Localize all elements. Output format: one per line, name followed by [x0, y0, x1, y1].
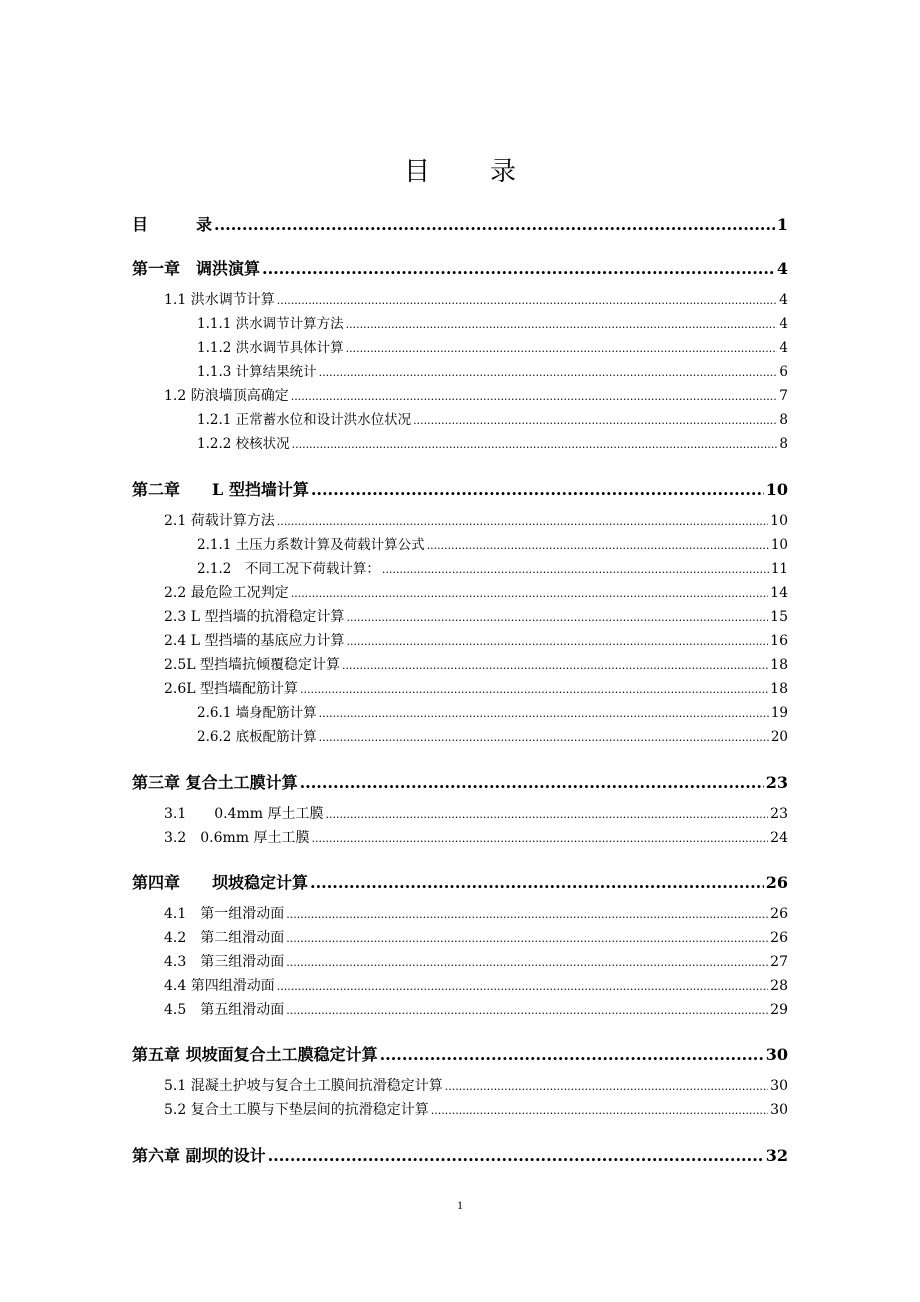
toc-subsection-entry[interactable] — [197, 728, 788, 746]
toc-page-number: 24 — [770, 830, 788, 846]
toc-page-number: 28 — [770, 978, 788, 994]
toc-entry-title: 3.2 0.6mm 厚土工膜 — [164, 830, 310, 846]
toc-page-number: 23 — [770, 806, 788, 822]
toc-dot-leader — [300, 681, 768, 699]
toc-section-entry[interactable] — [164, 291, 788, 309]
toc-page-number: 30 — [770, 1102, 788, 1118]
toc-chapter-entry[interactable] — [132, 772, 788, 794]
toc-subsection-entry[interactable] — [197, 704, 788, 722]
toc-entry-title: 第二章 L 型挡墙计算 — [132, 480, 309, 499]
toc-entry-title: 2.1 荷载计算方法 — [164, 513, 275, 529]
toc-entry-title: 2.6.2 底板配筋计算 — [197, 729, 317, 745]
toc-entry-title: 1.1.2 洪水调节具体计算 — [197, 340, 344, 356]
toc-dot-leader — [346, 609, 768, 627]
toc-entry-title: 2.6L 型挡墙配筋计算 — [164, 681, 299, 697]
toc-section-entry[interactable] — [164, 387, 788, 405]
toc-section-entry[interactable] — [164, 953, 788, 971]
toc-page-number: 4 — [779, 292, 788, 308]
toc-page-number: 16 — [770, 633, 788, 649]
toc-dot-leader — [277, 513, 768, 531]
toc-page-number: 27 — [770, 954, 788, 970]
toc-dot-leader — [291, 388, 777, 406]
toc-page-number: 4 — [776, 259, 788, 278]
toc-page-number: 1 — [776, 215, 788, 234]
toc-entry-title: 1.2.2 校核状况 — [197, 436, 290, 452]
toc-dot-leader — [286, 930, 768, 948]
toc-entry-title: 2.1.2 不同工况下荷载计算： — [197, 561, 380, 577]
toc-dot-leader — [382, 561, 769, 579]
toc-page-number: 23 — [765, 773, 788, 792]
toc-page-number: 32 — [765, 1146, 788, 1165]
toc-page-number: 18 — [770, 681, 788, 697]
toc-chapter-entry[interactable] — [132, 872, 788, 894]
toc-dot-leader — [319, 705, 769, 723]
toc-section-entry[interactable] — [164, 905, 788, 923]
toc-entry-title: 1.2.1 正常蓄水位和设计洪水位状况 — [197, 412, 412, 428]
toc-page-number: 30 — [765, 1045, 788, 1064]
toc-page-number: 10 — [770, 513, 788, 529]
toc-section-entry[interactable] — [164, 829, 788, 847]
toc-section-entry[interactable] — [164, 1001, 788, 1019]
toc-entry-title: 4.1 第一组滑动面 — [164, 906, 285, 922]
toc-page-number: 7 — [779, 388, 788, 404]
toc-dot-leader — [286, 906, 768, 924]
toc-page-number: 30 — [770, 1078, 788, 1094]
toc-dot-leader — [262, 258, 775, 280]
page-title — [0, 156, 920, 188]
toc-entry-title: 1.1.1 洪水调节计算方法 — [197, 316, 344, 332]
toc-dot-leader — [445, 1078, 768, 1096]
toc-dot-leader — [431, 1102, 768, 1120]
toc-page-number: 4 — [779, 316, 788, 332]
toc-entry-title: 2.2 最危险工况判定 — [164, 585, 289, 601]
toc-section-entry[interactable] — [164, 680, 788, 698]
toc-entry-title: 1.1 洪水调节计算 — [164, 292, 275, 308]
toc-entry-title: 4.2 第二组滑动面 — [164, 930, 285, 946]
toc-dot-leader — [286, 954, 768, 972]
toc-page-number: 4 — [779, 340, 788, 356]
toc-subsection-entry[interactable] — [197, 560, 788, 578]
toc-page-number: 20 — [770, 729, 788, 745]
toc-page-number: 10 — [770, 537, 788, 553]
toc-page-number: 6 — [779, 364, 788, 380]
toc-entry-title: 第五章 坝坡面复合土工膜稳定计算 — [132, 1045, 378, 1064]
toc-dot-leader — [346, 316, 778, 334]
toc-dot-leader — [312, 830, 769, 848]
toc-subsection-entry[interactable] — [197, 363, 788, 381]
toc-section-entry[interactable] — [164, 1101, 788, 1119]
toc-dot-leader — [277, 978, 768, 996]
toc-page-number: 19 — [770, 705, 788, 721]
toc-dot-leader — [427, 537, 769, 555]
toc-page-number: 26 — [770, 930, 788, 946]
toc-section-entry[interactable] — [164, 805, 788, 823]
toc-page-number: 26 — [770, 906, 788, 922]
toc-entry-title: 5.2 复合土工膜与下垫层间的抗滑稳定计算 — [164, 1102, 429, 1118]
toc-dot-leader — [292, 436, 778, 454]
toc-entry-title: 第三章 复合土工膜计算 — [132, 773, 298, 792]
toc-entry-title: 2.1.1 土压力系数计算及荷载计算公式 — [197, 537, 425, 553]
toc-dot-leader — [300, 772, 764, 794]
toc-entry-title: 3.1 0.4mm 厚土工膜 — [164, 806, 324, 822]
toc-dot-leader — [214, 214, 775, 236]
toc-dot-leader — [311, 479, 764, 501]
toc-dot-leader — [291, 585, 768, 603]
toc-entry-title: 第六章 副坝的设计 — [132, 1146, 266, 1165]
page-number: 1 — [457, 1198, 463, 1212]
toc-dot-leader — [310, 872, 764, 894]
toc-page-number: 11 — [770, 561, 788, 577]
toc-dot-leader — [326, 806, 769, 824]
toc-page-number: 15 — [770, 609, 788, 625]
toc-dot-leader — [319, 729, 769, 747]
toc-section-entry[interactable] — [164, 584, 788, 602]
toc-entry-title: 2.5L 型挡墙抗倾覆稳定计算 — [164, 657, 341, 673]
toc-chapter-entry[interactable] — [132, 1145, 788, 1167]
title-right-char: 录 — [490, 157, 517, 187]
toc-entry-title: 1.1.3 计算结果统计 — [197, 364, 317, 380]
toc-dot-leader — [380, 1044, 764, 1066]
toc-page-number: 18 — [770, 657, 788, 673]
toc-dot-leader — [346, 633, 768, 651]
toc-entry-title: 2.6.1 墙身配筋计算 — [197, 705, 317, 721]
toc-entry-title: 目 录 — [132, 215, 213, 234]
toc-dot-leader — [268, 1145, 764, 1167]
toc-section-entry[interactable] — [164, 512, 788, 530]
toc-section-entry[interactable] — [164, 608, 788, 626]
toc-subsection-entry[interactable] — [197, 536, 788, 554]
toc-section-entry[interactable] — [164, 656, 788, 674]
toc-entry-title: 2.3 L 型挡墙的抗滑稳定计算 — [164, 609, 345, 625]
toc-section-entry[interactable] — [164, 1077, 788, 1095]
toc-section-entry[interactable] — [164, 929, 788, 947]
toc-section-entry[interactable] — [164, 977, 788, 995]
toc-subsection-entry[interactable] — [197, 339, 788, 357]
toc-subsection-entry[interactable] — [197, 411, 788, 429]
toc-dot-leader — [319, 364, 778, 382]
toc-entry-title: 2.4 L 型挡墙的基底应力计算 — [164, 633, 345, 649]
toc-subsection-entry[interactable] — [197, 315, 788, 333]
toc-entry-title: 第四章 坝坡稳定计算 — [132, 873, 309, 892]
toc-chapter-entry[interactable] — [132, 258, 788, 280]
title-left-char: 目 — [403, 157, 430, 187]
toc-dot-leader — [286, 1002, 768, 1020]
toc-page-number: 8 — [779, 436, 788, 452]
toc-dot-leader — [277, 292, 777, 310]
toc-page-number: 29 — [770, 1002, 788, 1018]
toc-dot-leader — [346, 340, 778, 358]
toc-entry-title: 第一章 调洪演算 — [132, 259, 261, 278]
toc-chapter-entry[interactable] — [132, 214, 788, 236]
toc-chapter-entry[interactable] — [132, 479, 788, 501]
toc-subsection-entry[interactable] — [197, 435, 788, 453]
toc-chapter-entry[interactable] — [132, 1044, 788, 1066]
toc-dot-leader — [413, 412, 777, 430]
toc-page-number: 14 — [770, 585, 788, 601]
toc-entry-title: 4.5 第五组滑动面 — [164, 1002, 285, 1018]
toc-section-entry[interactable] — [164, 632, 788, 650]
toc-entry-title: 1.2 防浪墙顶高确定 — [164, 388, 289, 404]
toc-page-number: 10 — [765, 480, 788, 499]
toc-dot-leader — [342, 657, 768, 675]
toc-page-number: 26 — [765, 873, 788, 892]
toc-page-number: 8 — [779, 412, 788, 428]
toc-entry-title: 4.3 第三组滑动面 — [164, 954, 285, 970]
toc-entry-title: 4.4 第四组滑动面 — [164, 978, 275, 994]
toc-entry-title: 5.1 混凝土护坡与复合土工膜间抗滑稳定计算 — [164, 1078, 443, 1094]
